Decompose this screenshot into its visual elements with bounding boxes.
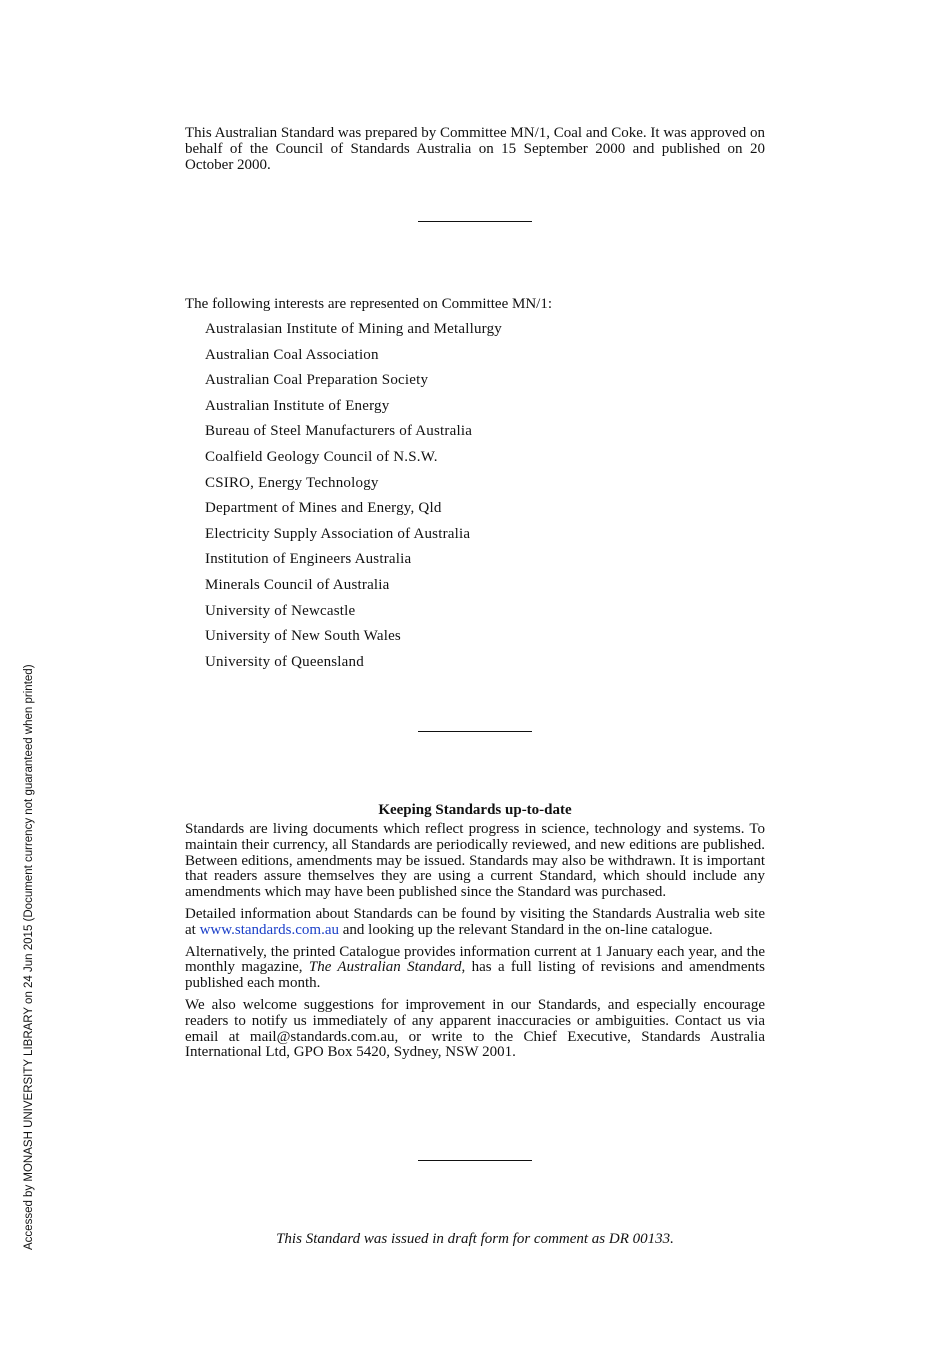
standards-website-link[interactable]: www.standards.com.au bbox=[199, 921, 339, 938]
committee-member: University of Queensland bbox=[205, 653, 364, 670]
paragraph-text: Alternatively, the printed Catalogue provides information current at 1 January each year, and the monthly magazine, bbox=[185, 943, 765, 976]
body-paragraph: We also welcome suggestions for improvement in our Standards, and especially encourage readers to notify us immediately of any apparent inaccuracies or ambiguities. Contact us via email at mail@standards.com.au, or write to the Chief Executive, Standards Australia International Ltd, GPO Box 5420, Sydney, NSW 2001. bbox=[185, 996, 765, 1061]
committee-member: CSIRO, Energy Technology bbox=[205, 474, 379, 491]
committee-member: Australasian Institute of Mining and Metallurgy bbox=[205, 321, 502, 337]
body-paragraph bbox=[185, 945, 765, 992]
paragraph-text: and looking up the relevant Standard in the on-line catalogue. bbox=[339, 921, 713, 938]
committee-member: Minerals Council of Australia bbox=[205, 576, 390, 593]
committee-member: Bureau of Steel Manufacturers of Australia bbox=[205, 423, 473, 440]
section-title: Keeping Standards up-to-date bbox=[378, 802, 572, 818]
divider-rule bbox=[418, 221, 532, 222]
committee-member-list bbox=[205, 320, 502, 678]
body-paragraph bbox=[185, 907, 765, 939]
committee-member: Department of Mines and Energy, Qld bbox=[205, 500, 442, 517]
magazine-title: The Australian Standard bbox=[308, 959, 462, 976]
committee-member: University of Newcastle bbox=[205, 602, 356, 619]
committee-member: Australian Coal Association bbox=[205, 346, 379, 363]
intro-paragraph: This Australian Standard was prepared by Committee MN/1, Coal and Coke. It was approved on behalf of the Council of Standards Australia on 15 September 2000 and published on 20 October 2000. bbox=[185, 125, 765, 173]
committee-member: Electricity Supply Association of Australia bbox=[205, 525, 471, 542]
divider-rule bbox=[418, 731, 532, 732]
divider-rule bbox=[418, 1160, 532, 1161]
paragraph-text: , has a full listing of revisions and amendments published each month. bbox=[185, 959, 765, 992]
access-watermark: Accessed by MONASH UNIVERSITY LIBRARY on 24 Jun 2015 (Document currency not guaranteed when printed) bbox=[23, 664, 35, 1250]
committee-member: Australian Institute of Energy bbox=[205, 397, 390, 414]
committee-member: Coalfield Geology Council of N.S.W. bbox=[205, 448, 438, 465]
committee-member: Australian Coal Preparation Society bbox=[205, 372, 429, 389]
committee-member: Institution of Engineers Australia bbox=[205, 551, 412, 568]
paragraph-text: Detailed information about Standards can be found by visiting the Standards Australia web site at bbox=[185, 905, 765, 938]
draft-note: This Standard was issued in draft form for comment as DR 00133. bbox=[276, 1231, 674, 1247]
body-paragraph: Standards are living documents which reflect progress in science, technology and systems. To maintain their currency, all Standards are periodically reviewed, and new editions are published. Between editions, amendments may be issued. Standards may also be withdrawn. It is important that readers assure themselves they are using a current Standard, which should include any amendments which may have been published since the Standard was purchased. bbox=[185, 821, 765, 901]
keeping-standards-section bbox=[185, 822, 765, 1067]
committee-member: University of New South Wales bbox=[205, 628, 401, 645]
committee-heading: The following interests are represented on Committee MN/1: bbox=[185, 296, 552, 312]
